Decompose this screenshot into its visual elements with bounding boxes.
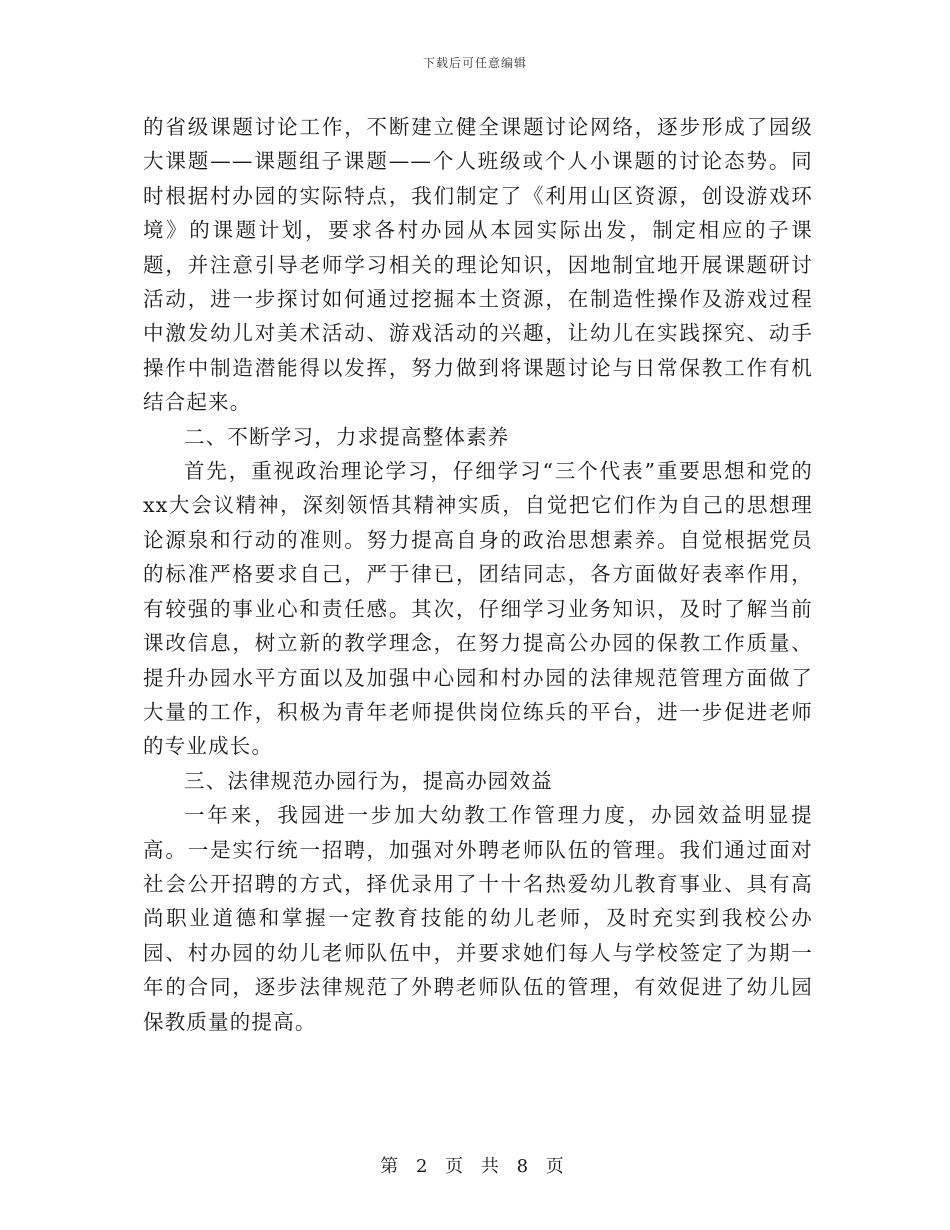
page-header: 下载后可任意编辑 [422, 56, 527, 70]
page-number-footer: 第 2 页 共 8 页 [380, 1156, 570, 1177]
document-body [143, 110, 813, 1039]
body-paragraph: 一年来，我园进一步加大幼教工作管理力度，办园效益明显提高。一是实行统一招聘，加强对外聘老师队伍的管理。我们通过面对社会公开招聘的方式，择优录用了十十名热爱幼儿教育事业、具有高尚职业道德和掌握一定教育技能的幼儿老师，及时充实到我校公办园、村办园的幼儿老师队伍中，并要求她们每人与学校签定了为期一年的合同，逐步法律规范了外聘老师队伍的管理，有效促进了幼儿园保教质量的提高。 [143, 803, 813, 1034]
section-heading-2: 二、不断学习，力求提高整体素养 [184, 424, 510, 449]
section-heading-3: 三、法律规范办园行为，提高办园效益 [184, 768, 553, 793]
body-paragraph: 首先，重视政治理论学习，仔细学习“三个代表”重要思想和党的xx大会议精神，深刻领悟其精神实质，自觉把它们作为自己的思想理论源泉和行动的准则。努力提高自身的政治思想素养。自觉根据党员的标准严格要求自己，严于律已，团结同志，各方面做好表率作用，有较强的事业心和责任感。其次，仔细学习业务知识，及时了解当前课改信息，树立新的教学理念，在努力提高公办园的保教工作质量、提升办园水平方面以及加强中心园和村办园的法律规范管理方面做了大量的工作，积极为青年老师提供岗位练兵的平台，进一步促进老师的专业成长。 [143, 459, 813, 759]
body-paragraph: 的省级课题讨论工作，不断建立健全课题讨论网络，逐步形成了园级大课题——课题组子课题——个人班级或个人小课题的讨论态势。同时根据村办园的实际特点，我们制定了《利用山区资源，创设游戏环境》的课题计划，要求各村办园从本园实际出发，制定相应的子课题，并注意引导老师学习相关的理论知识，因地制宜地开展课题研讨活动，进一步探讨如何通过挖掘本土资源，在制造性操作及游戏过程中激发幼儿对美术活动、游戏活动的兴趣，让幼儿在实践探究、动手操作中制造潜能得以发挥，努力做到将课题讨论与日常保教工作有机结合起来。 [143, 115, 813, 415]
